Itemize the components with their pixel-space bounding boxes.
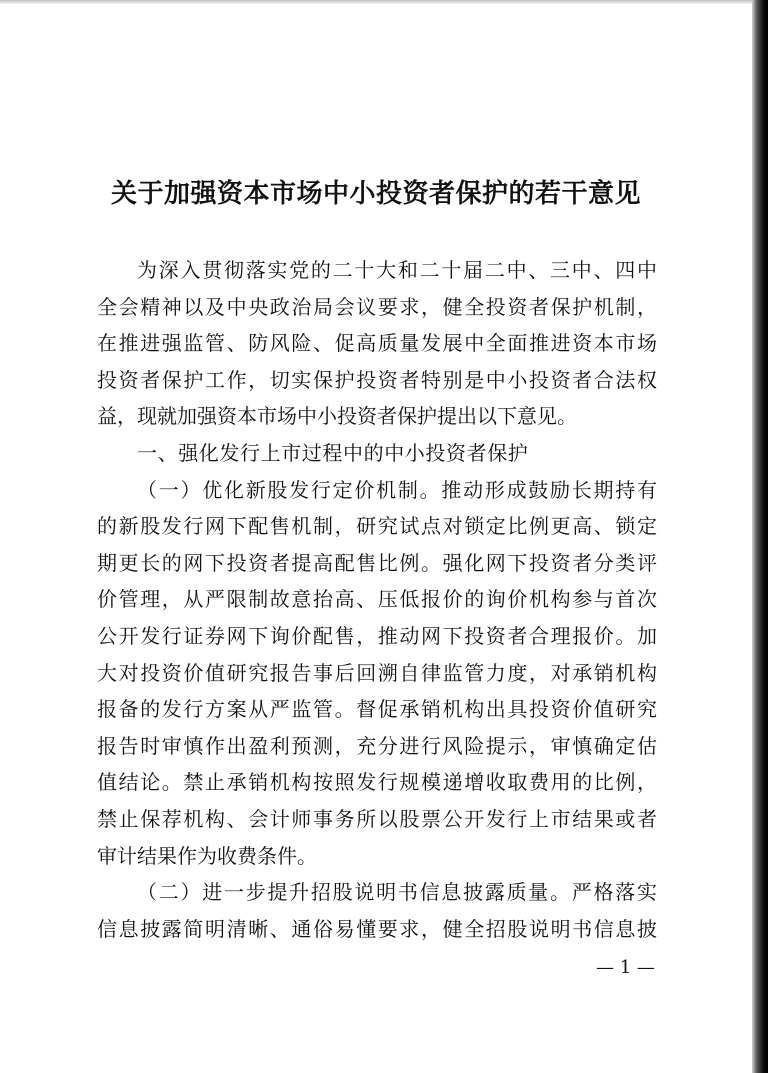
- body-line: 信息披露简明清晰、通俗易懂要求，健全招股说明书信息披: [97, 916, 657, 941]
- body-line: 全会精神以及中央政治局会议要求，健全投资者保护机制，: [97, 294, 657, 319]
- section-heading: 一、强化发行上市过程中的中小投资者保护: [137, 440, 529, 465]
- body-line: （二）进一步提升招股说明书信息披露质量。严格落实: [137, 880, 657, 905]
- body-line: 期更长的网下投资者提高配售比例。强化网下投资者分类评: [97, 550, 657, 575]
- body-line: 禁止保荐机构、会计师事务所以股票公开发行上市结果或者: [97, 806, 657, 831]
- body-line: 投资者保护工作，切实保护投资者特别是中小投资者合法权: [97, 367, 657, 392]
- body-line: 大对投资价值研究报告事后回溯自律监管力度，对承销机构: [97, 660, 657, 685]
- page-top-edge: [0, 0, 752, 4]
- page-edge-shadow: [752, 0, 768, 1073]
- body-line: 报告时审慎作出盈利预测，充分进行风险提示，审慎确定估: [97, 733, 657, 758]
- document-title: 关于加强资本市场中小投资者保护的若干意见: [110, 179, 641, 209]
- body-line: 为深入贯彻落实党的二十大和二十届二中、三中、四中: [137, 258, 657, 282]
- body-line: 价管理，从严限制故意抬高、压低报价的询价机构参与首次: [97, 587, 657, 612]
- body-line: （一）优化新股发行定价机制。推动形成鼓励长期持有: [137, 477, 657, 502]
- body-line: 值结论。禁止承销机构按照发行规模递增收取费用的比例，: [97, 770, 657, 795]
- body-line: 公开发行证券网下询价配售，推动网下投资者合理报价。加: [97, 623, 657, 648]
- body-line: 报备的发行方案从严监管。督促承销机构出具投资价值研究: [97, 697, 657, 722]
- body-line: 益，现就加强资本市场中小投资者保护提出以下意见。: [97, 404, 577, 429]
- body-line: 的新股发行网下配售机制，研究试点对锁定比例更高、锁定: [97, 514, 657, 539]
- page-number: — 1 —: [596, 957, 655, 978]
- document-body: [97, 252, 657, 947]
- body-line: 在推进强监管、防风险、促高质量发展中全面推进资本市场: [97, 331, 657, 356]
- body-line: 审计结果作为收费条件。: [97, 843, 317, 868]
